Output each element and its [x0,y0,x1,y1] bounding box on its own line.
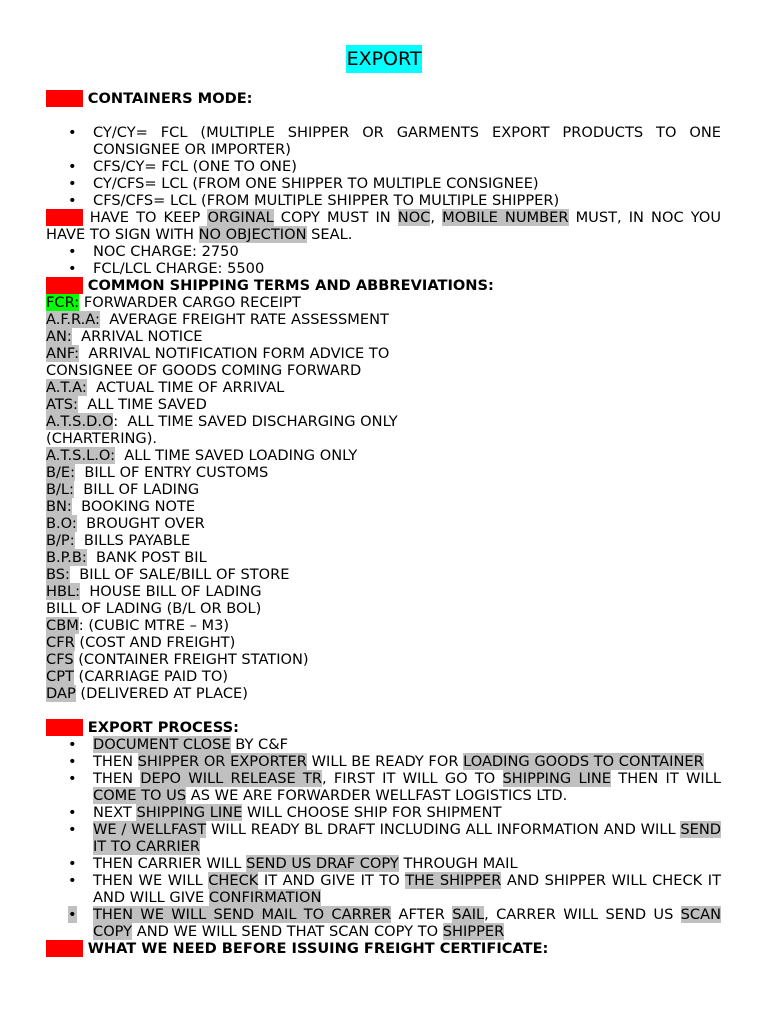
text: AS WE ARE FORWARDER WELLFAST LOGISTICS LTD. [186,787,568,804]
text: AND SHIPPER WILL CHECK IT AND WILL GIVE [93,872,721,906]
text: , CARRER WILL SEND US [484,906,681,923]
term-abbr: CFS [46,651,74,668]
freight-heading [46,940,721,957]
highlight: LOADING GOODS TO CONTAINER [463,753,704,770]
text: IT AND GIVE IT TO [258,872,406,889]
term-row [46,413,721,430]
text: NEXT [93,804,137,821]
term-text: CONSIGNEE OF GOODS COMING FORWARD [46,362,362,379]
term-text: : (CUBIC MTRE – M3) [78,617,230,634]
list-item: • CY/CFS= LCL (FROM ONE SHIPPER TO MULTIPLE CONSIGNEE) [93,175,721,192]
term-text: BOOKING NOTE [71,498,196,515]
highlight: SCAN COPY [93,906,721,940]
term-text: (COST AND FREIGHT) [74,634,236,651]
containers-list [46,124,721,209]
text: THEN IT WILL [611,770,722,787]
highlight: SHIPPER [442,923,505,940]
term-text: BILL OF LADING (B/L OR BOL) [46,600,262,617]
term-row [46,515,721,532]
term-abbr: B/P: [46,532,75,549]
text: WILL CHOOSE SHIP FOR SHIPMENT [242,804,502,821]
text: WILL READY BL DRAFT INCLUDING ALL INFORMATION AND WILL [206,821,681,838]
highlight: DEPO WILL RELEASE TR [140,770,322,787]
term-text: (CONTAINER FREIGHT STATION) [73,651,309,668]
process-step [93,736,721,753]
text: AND WE WILL SEND THAT SCAN COPY TO [132,923,443,940]
term-row [46,328,721,345]
process-heading-text: EXPORT PROCESS: [87,719,239,736]
list-item: • FCL/LCL CHARGE: 5500 [93,260,721,277]
text: SEAL. [306,226,353,243]
highlight: THEN WE WILL [93,906,214,923]
list-item: • CFS/CFS= LCL (FROM MULTIPLE SHIPPER TO MULTIPLE SHIPPER) [93,192,721,209]
term-abbr: CFR [46,634,75,651]
terms-heading [46,277,721,294]
term-abbr: A.F.R.A: [46,311,100,328]
term-row [46,583,721,600]
term-row [46,464,721,481]
term-row [46,685,721,702]
term-row [46,396,721,413]
list-item: • CY/CY= FCL (MULTIPLE SHIPPER OR GARMENTS EXPORT PRODUCTS TO ONE CONSIGNEE OR IMPORTER) [93,124,721,158]
highlight: SAIL [452,906,485,923]
term-row [46,481,721,498]
term-row [46,294,721,311]
term-abbr: HBL: [46,583,81,600]
process-step [93,770,721,804]
term-text: ALL TIME SAVED LOADING ONLY [115,447,358,464]
term-text: ARRIVAL NOTIFICATION FORM ADVICE TO [79,345,390,362]
process-step [93,804,721,821]
term-row [46,311,721,328]
terms-heading-text: COMMON SHIPPING TERMS AND ABBREVIATIONS: [87,277,494,294]
term-abbr: CPT [46,668,74,685]
term-row [46,362,721,379]
noc-paragraph [46,209,721,243]
term-text: AVERAGE FREIGHT RATE ASSESSMENT [99,311,389,328]
process-step [93,872,721,906]
text: THEN [93,770,141,787]
term-abbr: BN: [46,498,72,515]
term-text: FORWARDER CARGO RECEIPT [79,294,301,311]
term-row [46,549,721,566]
highlight: NOC [397,209,431,226]
text: THROUGH MAIL [398,855,518,872]
text: WILL BE READY FOR [306,753,464,770]
text: AFTER [391,906,453,923]
term-text: (CHARTERING). [46,430,158,447]
text: THEN CARRIER WILL [93,855,247,872]
text: HAVE TO KEEP [82,209,208,226]
highlight: ORGINAL [207,209,274,226]
highlight: SHIPPING LINE [136,804,243,821]
term-text: HOUSE BILL OF LADING [80,583,262,600]
term-row [46,447,721,464]
highlight: WE / WELLFAST [93,821,207,838]
text: BY C&F [230,736,289,753]
highlight: SEND IT TO CARRIER [93,821,721,855]
term-row [46,532,721,549]
document-body [46,90,721,957]
term-row [46,430,721,447]
term-row [46,498,721,515]
term-abbr: B/L: [46,481,74,498]
spacer [46,107,721,124]
text: THEN [93,753,138,770]
spacer [46,702,721,719]
highlight: SHIPPING LINE [502,770,612,787]
term-abbr: B.P.B: [46,549,87,566]
process-step [93,855,721,872]
highlight: NO OBJECTION [198,226,307,243]
term-abbr: BS: [46,566,70,583]
marker: ### [46,940,83,957]
process-step [93,753,721,770]
process-list [46,736,721,940]
term-text: BILL OF ENTRY CUSTOMS [75,464,269,481]
term-abbr: DAP [46,685,76,702]
term-abbr: ATS: [46,396,78,413]
text: THEN WE WILL [93,872,209,889]
term-row [46,668,721,685]
term-row [46,651,721,668]
term-text: : ALL TIME SAVED DISCHARGING ONLY [113,413,398,430]
marker: ### [46,719,83,736]
highlight: DOCUMENT CLOSE [93,736,231,753]
title-wrap [0,45,768,73]
term-abbr: B/E: [46,464,76,481]
list-item: • CFS/CY= FCL (ONE TO ONE) [93,158,721,175]
term-abbr: ANF: [46,345,80,362]
highlight: SEND US DRAF COPY [246,855,399,872]
text: , FIRST IT WILL GO TO [322,770,503,787]
term-text: BROUGHT OVER [76,515,205,532]
term-text: ACTUAL TIME OF ARRIVAL [86,379,285,396]
term-row [46,379,721,396]
highlight: CONFIRMATION [208,889,322,906]
containers-heading-text: CONTAINERS MODE: [87,90,253,107]
term-text: BANK POST BIL [86,549,207,566]
term-text: BILLS PAYABLE [74,532,191,549]
highlight: THE SHIPPER [405,872,502,889]
term-abbr: A.T.S.D.O [46,413,114,430]
text: MUST, IN NOC YOU HAVE TO SIGN WITH [46,209,721,243]
term-text: ALL TIME SAVED [77,396,207,413]
process-step [93,821,721,855]
term-text: (DELIVERED AT PLACE) [75,685,248,702]
process-heading [46,719,721,736]
marker: ### [46,90,83,107]
text: , [430,209,443,226]
term-abbr: AN: [46,328,72,345]
highlight: CHECK [208,872,259,889]
highlight: MOBILE NUMBER [442,209,569,226]
text: COPY MUST IN [273,209,398,226]
page-title: EXPORT [346,45,423,73]
term-row [46,634,721,651]
term-abbr: A.T.A: [46,379,87,396]
term-abbr: B.O: [46,515,77,532]
term-abbr: A.T.S.L.O: [46,447,116,464]
term-abbr: FCR: [46,294,80,311]
term-row [46,566,721,583]
highlight: COME TO US [93,787,187,804]
process-step [93,906,721,940]
highlight: SHIPPER OR EXPORTER [137,753,307,770]
marker: ### [46,277,83,294]
term-row [46,345,721,362]
term-text: BILL OF SALE/BILL OF STORE [69,566,290,583]
term-text: (CARRIAGE PAID TO) [73,668,229,685]
term-row [46,617,721,634]
highlight: SEND MAIL TO CARRER [213,906,392,923]
term-row [46,600,721,617]
list-item: • NOC CHARGE: 2750 [93,243,721,260]
term-text: BILL OF LADING [73,481,200,498]
term-text: ARRIVAL NOTICE [71,328,203,345]
terms-list [46,311,721,702]
marker: ### [46,209,83,226]
charges-list [46,243,721,277]
term-abbr: CBM [46,617,79,634]
freight-heading-text: WHAT WE NEED BEFORE ISSUING FREIGHT CERTIFICATE: [87,940,549,957]
containers-heading [46,90,721,107]
